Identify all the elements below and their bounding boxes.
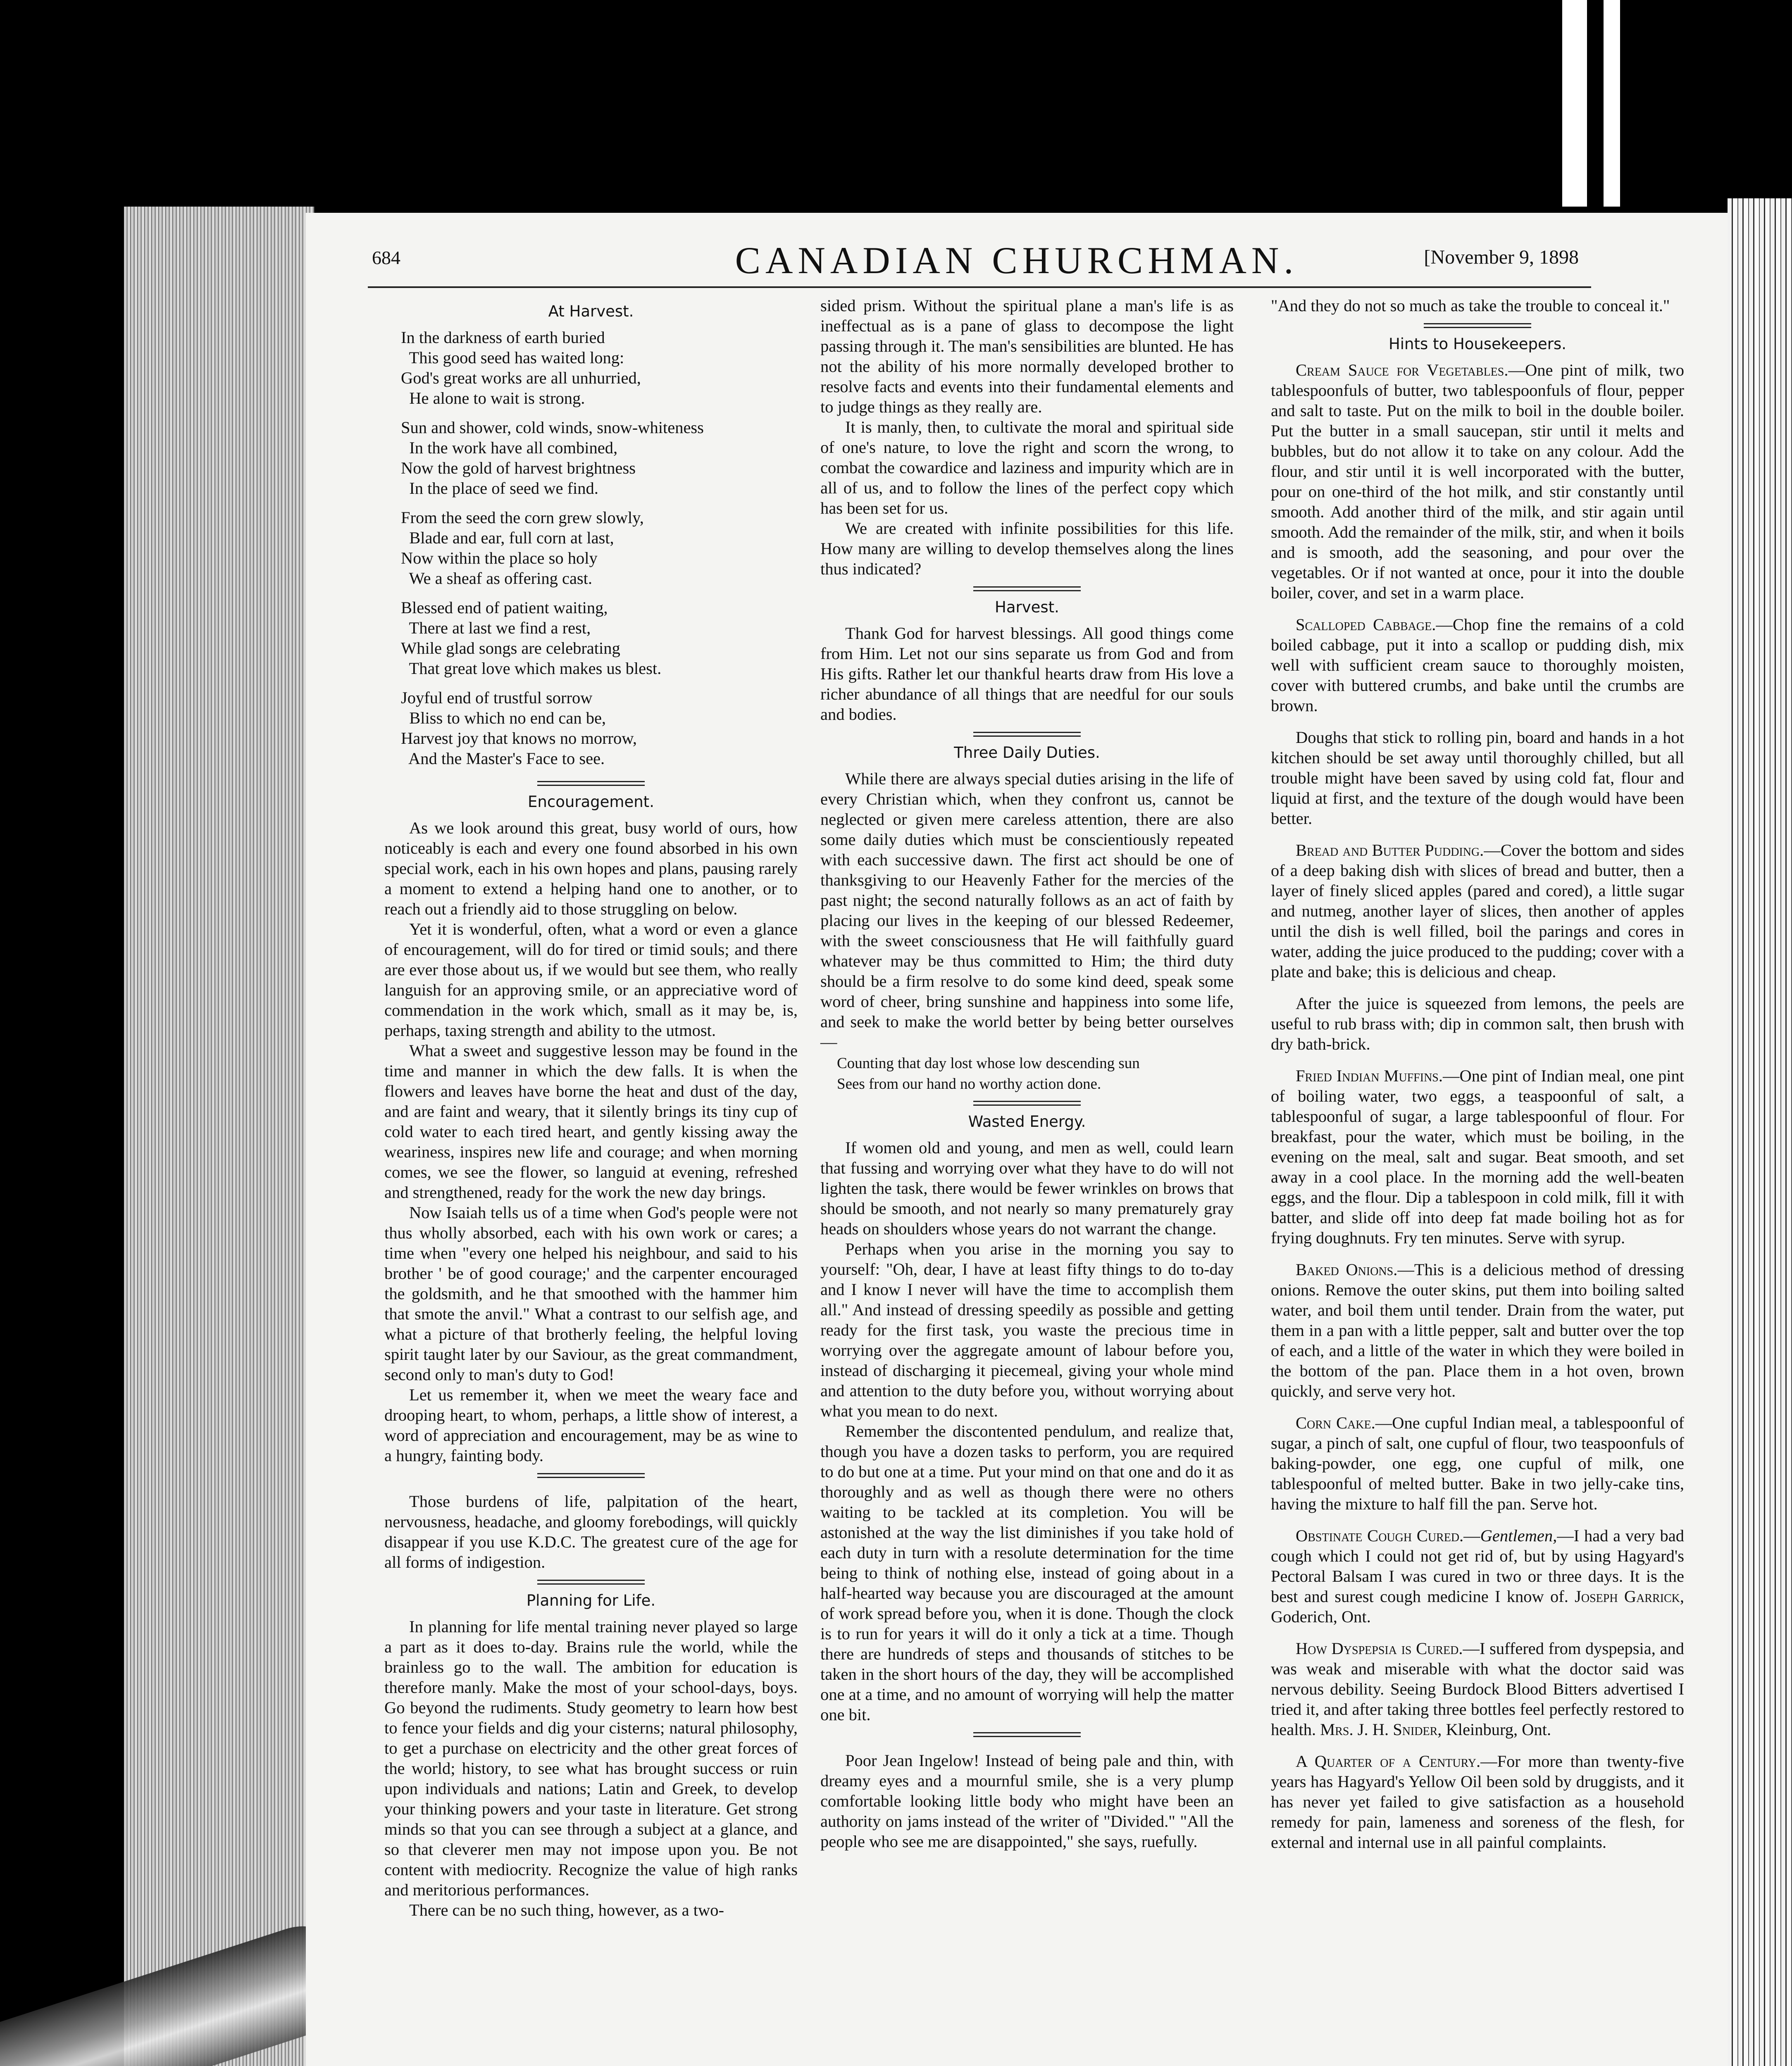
quote-line: Counting that day lost whose low descending sun [837, 1055, 1140, 1072]
paragraph: Let us remember it, when we meet the weary face and drooping heart, to whom, perhaps, a little show of interest, a word of appreciation and encouragement, may be as wine to a hungry, fainting body. [384, 1385, 798, 1465]
advertisement-cough: Obstinate Cough Cured.—Gentlemen,—I had a very bad cough which I could not get rid of, but by using Hagyard's Pectoral Balsam I was cured in two or three days. It is the best and surest cough medicine I know of. Joseph Garrick, Goderich, Ont. [1271, 1526, 1685, 1626]
poem-line: We a sheaf as offering cast. [401, 569, 593, 588]
heading-at-harvest: At Harvest. [548, 302, 634, 320]
section-rule [537, 1580, 645, 1585]
column-3 [1271, 295, 1684, 1852]
stanza-break [401, 588, 798, 597]
stanza-break [401, 678, 798, 688]
heading-three-daily-duties: Three Daily Duties. [954, 744, 1100, 762]
poem-line: This good seed has waited long: [401, 348, 624, 367]
poem-line: Sun and shower, cold winds, snow-whiteness [401, 418, 704, 437]
poem-line: From the seed the corn grew slowly, [401, 508, 644, 527]
newspaper-page [306, 213, 1728, 2066]
paragraph: If women old and young, and men as well, could learn that fussing and worrying over what they have to do will not lighten the task, there would be fewer wrinkles on brows that should be smooth, and not nearly so many prematurely gray heads on shoulders whose years do not warrant the change. [820, 1138, 1234, 1238]
poem-at-harvest [401, 327, 798, 769]
quote-line: Sees from our hand no worthy action done. [837, 1076, 1101, 1093]
recipe-bread-butter-pudding: Bread and Butter Pudding.—Cover the bottom and sides of a deep baking dish with slices of bread and butter, then a layer of finely sliced apples (pared and cored), a little sugar and nutmeg, another layer of slices, then another of apples until the dish is well filled, boil the parings and cores in water, adding the juice produced to the pudding; cover with a plate and bake; this is delicious and cheap. [1271, 841, 1684, 981]
column-2 [820, 295, 1234, 1852]
page-header [306, 213, 1728, 291]
paragraph: We are created with infinite possibilities for this life. How many are willing to develop themselves along the lines thus indicated? [820, 519, 1234, 578]
section-rule [973, 1732, 1081, 1737]
binding-strip [1562, 0, 1587, 207]
section-rule [973, 732, 1081, 737]
section-rule [537, 781, 645, 786]
heading-encouragement: Encouragement. [528, 793, 654, 811]
paragraph: After the juice is squeezed from lemons, the peels are useful to rub brass with; dip in common salt, then brush with dry bath-brick. [1271, 994, 1684, 1053]
poem-line: Now within the place so holy [401, 549, 598, 567]
poem-line: That great love which makes us blest. [401, 659, 662, 678]
paragraph: Poor Jean Ingelow! Instead of being pale and thin, with dreamy eyes and a mournful smile, she is a very plump comfortable looking little body who might have been an authority on jams instead of the writer of "Divided." "All the people who see me are disappointed," she says, ruefully. [820, 1751, 1234, 1851]
page-number: 684 [372, 247, 400, 268]
recipe-corn-cake: Corn Cake.—One cupful Indian meal, a tablespoonful of sugar, a pinch of salt, one cupful of flour, two teaspoonfuls of baking-powder, one egg, one cupful of milk, one tablespoonful of melted butter. Bake in two jelly-cake tins, having the mixture to half fill the pan. Serve hot. [1271, 1414, 1684, 1513]
recipe-cream-sauce: Cream Sauce for Vegetables.—One pint of milk, two tablespoonfuls of butter, two tablespoonfuls of flour, pepper and salt to taste. Put on the milk to boil in the double boiler. Put the butter in a small saucepan, stir until it melts and bubbles, but do not allow it to take on any colour. Add the flour, and stir until it is well incorporated with the butter, pour on one-third of the hot milk, and stir constantly until smooth. Add another third of the milk, and stir again until smooth. Add the remainder of the milk, stir, and when it boils and is smooth, add the seasoning, and pour over the vegetables. Or if not wanted at once, pour it into the double boiler, cover, and set in a warm place. [1271, 361, 1684, 602]
recipe-fried-indian-muffins: Fried Indian Muffins.—One pint of Indian meal, one pint of boiling water, two eggs, a teaspoonful of salt, a tablespoonful of sugar, a large tablespoonful of flour. For breakfast, pour the water, which must be boiling, in the evening on the meal, salt and sugar. Beat smooth, and set away in a cool place. In the morning add the well-beaten eggs, and the flour. Dip a tablespoon in cold milk, fill it with batter, and slide off into deep fat made boiling hot as for frying doughnuts. Fry ten minutes. Serve with syrup. [1271, 1066, 1684, 1247]
paragraph: It is manly, then, to cultivate the moral and spiritual side of one's nature, to love the right and scorn the wrong, to combat the cowardice and laziness and impurity which are in all of us, and to follow the lines of the perfect copy which has been set for us. [820, 418, 1234, 517]
paragraph: Now Isaiah tells us of a time when God's people were not thus wholly absorbed, each with his own work or cares; a time when "every one helped his neighbour, and said to his brother ' be of good courage;' and the carpenter encouraged the goldsmith, and he that smoothed with the hammer him that smote the anvil." What a contrast to our selfish age, and what a picture of that brotherly feeling, the helpful loving spirit taught later by our Saviour, as the great commandment, second only to man's duty to God! [384, 1203, 798, 1384]
paragraph: What a sweet and suggestive lesson may be found in the time and manner in which the dew falls. It is when the flowers and leaves have borne the heat and dust of the day, and are faint and weary, that it silently brings its tiny cup of cold water to each tired heart, and gently kissing away the weariness, inspires new life and courage; and when morning comes, we see the flower, so languid at evening, refreshed and strengthened, ready for the work the new day brings. [384, 1041, 798, 1202]
poem-line: Joyful end of trustful sorrow [401, 688, 593, 707]
recipe-baked-onions: Baked Onions.—This is a delicious method of dressing onions. Remove the outer skins, put them into boiling salted water, and boil them until tender. Drain from the water, put them in a pan with a little pepper, salt and butter over the top of each, and a little of the water in which they were boiled in the bottom of the pan. Place them in a hot oven, brown quickly, and serve very hot. [1271, 1260, 1684, 1400]
paragraph: Perhaps when you arise in the morning you say to yourself: "Oh, dear, I have at least fifty things to do to-day and I know I never will have the time to accomplish them all." And instead of dressing speedily as possible and getting ready for the first task, you waste the precious time in worrying over the aggregate amount of labour before you, instead of discharging it piecemeal, giving your whole mind and attention to the duty before you, without worrying about what you mean to do next. [820, 1240, 1234, 1420]
section-rule [973, 586, 1081, 591]
section-rule [1424, 323, 1531, 328]
header-rule [368, 286, 1591, 288]
poem-line: In the darkness of earth buried [401, 328, 605, 347]
poem-line: Harvest joy that knows no morrow, [401, 729, 637, 747]
poem-line: While glad songs are celebrating [401, 639, 620, 657]
poem-line: Blade and ear, full corn at last, [401, 528, 614, 547]
poem-line: Blessed end of patient waiting, [401, 598, 608, 617]
poem-line: Bliss to which no end can be, [401, 709, 606, 727]
poem-line: God's great works are all unhurried, [401, 369, 641, 387]
advertisement-yellow-oil: A Quarter of a Century.—For more than twenty-five years has Hagyard's Yellow Oil been sold by druggists, and it has never yet failed to give satisfaction as a household remedy for pain, lameness and soreness of the flesh, for external and internal use in all painful complaints. [1271, 1752, 1684, 1852]
poem-line: Now the gold of harvest brightness [401, 459, 636, 477]
poem-line: And the Master's Face to see. [401, 749, 605, 768]
masthead-title: CANADIAN CHURCHMAN. [735, 239, 1299, 281]
paragraph: Doughs that stick to rolling pin, board and hands in a hot kitchen should be set away until thoroughly chilled, but all trouble might have been saved by using cold fat, flour and liquid at first, and the texture of the dough would have been better. [1271, 728, 1684, 828]
heading-harvest: Harvest. [995, 598, 1059, 616]
column-1 [384, 295, 798, 1920]
poem-line: In the place of seed we find. [401, 479, 598, 497]
poem-line: He alone to wait is strong. [401, 389, 585, 407]
heading-hints-to-housekeepers: Hints to Housekeepers. [1388, 335, 1567, 353]
paragraph: Remember the discontented pendulum, and realize that, though you have a dozen tasks to perform, you are required to do but one at a time. Put your mind on that one and do it as thoroughly and as well as though there were no others waiting to be tackled at its completion. You will be astonished at the way the list diminishes if you take hold of each duty in turn with a resolute determination for the time being to think of nothing else, instead of going about in a half-hearted way because you are discouraged at the amount of work spread before you, when it is done. Though the clock is to run for years it will do it only a tick at a time. Though there are hundreds of steps and thousands of stitches to be taken in the short hours of the day, they will be accomplished one at a time, and no amount of worrying will help the matter one bit. [820, 1422, 1234, 1724]
paragraph: In planning for life mental training never played so large a part as it does to-day. Brains rule the world, while the brainless go to the wall. The ambition for education is therefore manly. Make the most of your school-days, boys. Go beyond the rudiments. Study geometry to learn how best to fence your fields and dig your cisterns; natural philosophy, to get a purchase on electricity and the other great forces of the world; history, to see what has brought success or ruin upon individuals and nations; Latin and Greek, to develop your thinking powers and your taste in literature. Get strong minds so that you can see through a subject at a glance, and so that cleverer men may not impose upon you. Be not content with mediocrity. Recognize the value of high ranks and meritorious performances. [384, 1617, 798, 1899]
advertisement-dyspepsia: How Dyspepsia is Cured.—I suffered from dyspepsia, and was weak and miserable with what the doctor said was nervous debility. Seeing Burdock Blood Bitters advertised I tried it, and after taking three bottles feel perfectly restored to health. Mrs. J. H. Snider, Kleinburg, Ont. [1271, 1639, 1684, 1739]
paragraph: While there are always special duties arising in the life of every Christian which, when they confront us, cannot be neglected or given mere careless attention, there are also some daily duties which must be conscientiously repeated with each successive dawn. The first act should be one of thanksgiving to our Heavenly Father for the mercies of the past night; the second naturally follows as an act of faith by placing our lives in the keeping of our blessed Redeemer, with the sweet consciousness that He will faithfully guard whatever may be thus committed to Him; the third duty should be a firm resolve to do some kind deed, speak some word of cheer, bring sunshine and happiness into some life, and seek to make the world better by being better ourselves— [820, 769, 1234, 1051]
poem-line: There at last we find a rest, [401, 619, 591, 637]
paragraph: Thank God for harvest blessings. All good things come from Him. Let not our sins separate us from God and from His gifts. Rather let our thankful hearts draw from His love a richer abundance of all things that are needful for our souls and bodies. [820, 624, 1234, 724]
paragraph: sided prism. Without the spiritual plane a man's life is as ineffectual as is a pane of glass to decompose the light passing through it. The man's sensibilities are blunted. He has not the ability of his more normally developed brother to resolve facts and events into their fundamental elements and to judge things as they really are. [820, 296, 1234, 416]
heading-wasted-energy: Wasted Energy. [968, 1113, 1086, 1131]
binding-strip [1604, 0, 1620, 207]
poem-line: In the work have all combined, [401, 438, 618, 457]
advertisement-kdc: Those burdens of life, palpitation of the heart, nervousness, headache, and gloomy forebodings, will quickly disappear if you use K.D.C. The greatest cure of the age for all forms of indigestion. [384, 1492, 798, 1571]
page-edges-right [1728, 198, 1792, 2066]
issue-date: [November 9, 1898 [1424, 246, 1579, 268]
section-rule [537, 1473, 645, 1478]
paragraph: As we look around this great, busy world of ours, how noticeably is each and every one found absorbed in his own special work, each in his own hopes and plans, pausing rarely a moment to extend a helping hand one to another, or to reach out a friendly aid to those struggling on below. [384, 819, 798, 918]
paragraph: Yet it is wonderful, often, what a word or even a glance of encouragement, will do for tired or timid souls; and there are ever those about us, if we would but see them, who really languish for an approving smile, or an appreciative word of commendation in the work which, small as it may be, is, perhaps, taxing strength and ability to the utmost. [384, 920, 798, 1040]
heading-planning-for-life: Planning for Life. [526, 1592, 656, 1609]
stanza-break [401, 408, 798, 417]
page-edges-left [124, 207, 314, 2066]
stanza-break [401, 498, 798, 507]
recipe-scalloped-cabbage: Scalloped Cabbage.—Chop fine the remains of a cold boiled cabbage, put it into a scallop or pudding dish, mix well with sufficient cream sauce to thoroughly moisten, cover with buttered crumbs, and bake until the crumbs are brown. [1271, 615, 1684, 715]
paragraph: There can be no such thing, however, as a two- [409, 1901, 724, 1919]
paragraph: "And they do not so much as take the trouble to conceal it." [1271, 296, 1670, 315]
section-rule [973, 1101, 1081, 1106]
